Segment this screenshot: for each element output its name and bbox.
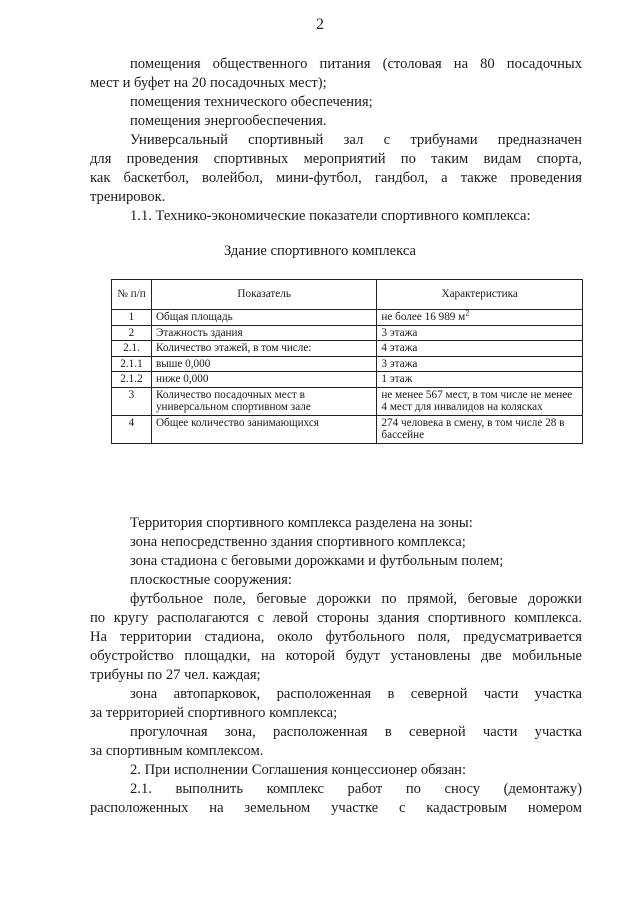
text-line: зона стадиона с беговыми дорожками и футбольным полем; [130, 553, 504, 569]
row-number: 2.1.1 [112, 356, 152, 372]
header-value: Характеристика [377, 280, 583, 310]
text-line: как баскетбол, волейбол, мини-футбол, гандбол, а также проведения [90, 170, 582, 186]
row-value: 1 этаж [377, 372, 583, 388]
table-row [112, 325, 583, 341]
header-indicator: Показатель [151, 280, 376, 310]
text-line: зона автопарковок, расположенная в северной части участка [130, 686, 582, 702]
text-line: обустройство площадки, на которой будут установлены две мобильные [90, 648, 582, 664]
text-line: Универсальный спортивный зал с трибунами предназначен [130, 132, 582, 148]
table-row [112, 341, 583, 357]
row-number: 4 [112, 415, 152, 443]
text-line: по кругу располагаются с левой стороны здания спортивного комплекса. [90, 610, 582, 626]
row-value: 3 этажа [377, 325, 583, 341]
superscript: 2 [465, 308, 470, 318]
table-title: Здание спортивного комплекса [223, 243, 417, 259]
table-row [112, 310, 583, 326]
row-indicator: Этажность здания [151, 325, 376, 341]
row-value: 274 человека в смену, в том числе 28 в бассейне [377, 415, 583, 443]
row-value: 3 этажа [377, 356, 583, 372]
text-line: зона непосредственно здания спортивного комплекса; [130, 534, 466, 550]
row-indicator: Количество этажей, в том числе: [151, 341, 376, 357]
text-line: Территория спортивного комплекса разделена на зоны: [130, 515, 473, 531]
row-indicator: Общая площадь [151, 310, 376, 326]
row-value: 4 этажа [377, 341, 583, 357]
text-line: для проведения спортивных мероприятий по таким видам спорта, [90, 151, 582, 167]
text-line: футбольное поле, беговые дорожки по прямой, беговые дорожки [130, 591, 582, 607]
text-line: 1.1. Технико-экономические показатели спортивного комплекса: [130, 208, 531, 224]
text-line: 2.1. выполнить комплекс работ по сносу (демонтажу) [130, 781, 582, 797]
text-line: прогулочная зона, расположенная в северной части участка [130, 724, 582, 740]
header-number: № п/п [112, 280, 152, 310]
row-value-text: не более 16 989 м [381, 311, 466, 323]
table-row [112, 415, 583, 443]
table-row [112, 356, 583, 372]
text-line: трибуны по 27 чел. каждая; [90, 667, 261, 683]
table-header-row [112, 280, 583, 310]
text-line: плоскостные сооружения: [130, 572, 292, 588]
text-line: помещения энергообеспечения. [130, 113, 327, 129]
text-line: помещения технического обеспечения; [130, 94, 373, 110]
row-indicator: Количество посадочных мест в универсальном спортивном зале [151, 387, 376, 415]
row-number: 2.1.2 [112, 372, 152, 388]
text-line: помещения общественного питания (столовая на 80 посадочных [130, 56, 582, 72]
text-line: 2. При исполнении Соглашения концессионер обязан: [130, 762, 467, 778]
page-number: 2 [316, 16, 324, 33]
row-indicator: ниже 0,000 [151, 372, 376, 388]
text-line: расположенных на земельном участке с кадастровым номером [90, 800, 582, 816]
text-line: тренировок. [90, 189, 166, 205]
row-indicator: Общее количество занимающихся [151, 415, 376, 443]
table-row [112, 372, 583, 388]
row-number: 3 [112, 387, 152, 415]
row-value [377, 310, 583, 326]
row-number: 1 [112, 310, 152, 326]
table-row [112, 387, 583, 415]
text-line: На территории стадиона, около футбольного поля, предусматривается [90, 629, 582, 645]
row-value: не менее 567 мест, в том числе не менее 4 мест для инвалидов на колясках [377, 387, 583, 415]
row-number: 2.1. [112, 341, 152, 357]
row-number: 2 [112, 325, 152, 341]
text-line: за спортивным комплексом. [90, 743, 264, 759]
row-indicator: выше 0,000 [151, 356, 376, 372]
indicators-table [111, 279, 583, 444]
text-line: мест и буфет на 20 посадочных мест); [90, 75, 327, 91]
text-line: за территорией спортивного комплекса; [90, 705, 338, 721]
